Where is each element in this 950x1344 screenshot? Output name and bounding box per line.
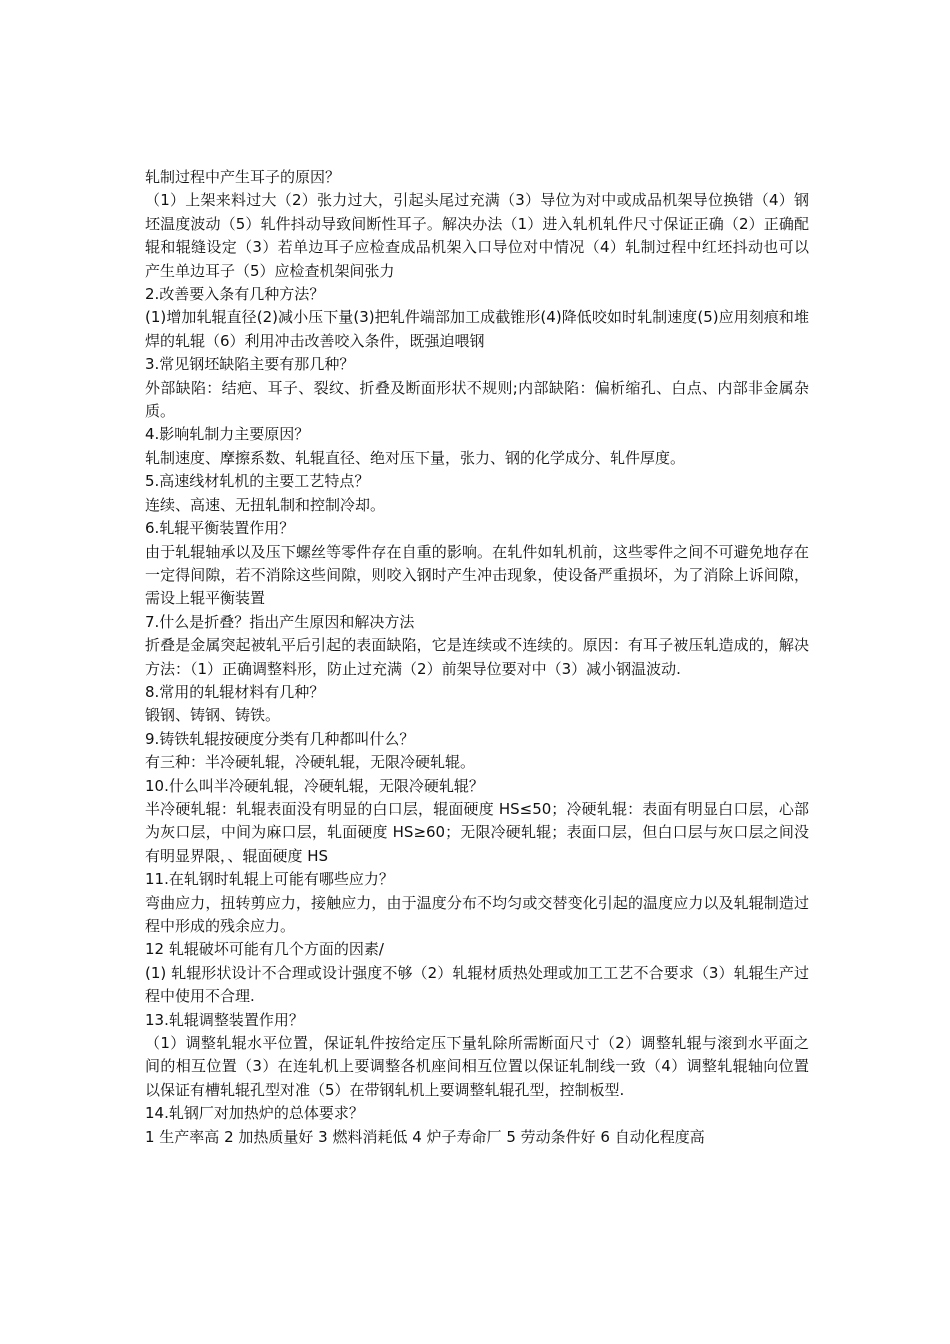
- answer-text: 折叠是金属突起被轧平后引起的表面缺陷，它是连续或不连续的。原因：有耳子被压轧造成的，解决方法：（1）正确调整料形，防止过充满（2）前架导位要对中（3）减小钢温波动.: [145, 636, 809, 678]
- question-text: 3.常见钢坯缺陷主要有那几种？: [145, 355, 355, 374]
- question-text: 7.什么是折叠？指出产生原因和解决方法: [145, 612, 415, 631]
- answer-text: 半冷硬轧辊：轧辊表面没有明显的白口层，辊面硬度 HS≤50；冷硬轧辊：表面有明显白口层，心部为灰口层，中间为麻口层，轧面硬度 HS≥60；无限冷硬轧辊；表面口层，但白口层与灰口层之间没有明显界限，、辊面硬度 HS: [145, 799, 809, 865]
- question-text: 8.常用的轧辊材料有几种？: [145, 682, 325, 701]
- answer-text: （1）上架来料过大（2）张力过大，引起头尾过充满（3）导位为对中或成品机架导位换错（4）钢坯温度波动（5）轧件抖动导致间断性耳子。解决办法（1）进入轧机轧件尺寸保证正确（2）正确配辊和辊缝设定（3）若单边耳子应检查成品机架入口导位对中情况（4）轧制过程中红坯抖动也可以产生单边耳子（5）应检查机架间张力: [145, 191, 809, 280]
- answer-text: (1)增加轧辊直径(2)减小压下量(3)把轧件端部加工成截锥形(4)降低咬如时轧制速度(5)应用刻痕和堆焊的轧辊（6）利用冲击改善咬入条件，既强迫喂钢: [145, 308, 809, 350]
- question-text: 5.高速线材轧机的主要工艺特点？: [145, 472, 370, 491]
- question-text: 11.在轧钢时轧辊上可能有哪些应力？: [145, 870, 394, 889]
- answer-text: 外部缺陷：结疤、耳子、裂纹、折叠及断面形状不规则;内部缺陷：偏析缩孔、白点、内部非金属杂质。: [145, 378, 809, 421]
- document-body: [145, 166, 809, 1149]
- answer-text: 由于轧辊轴承以及压下螺丝等零件存在自重的影响。在轧件如轧机前，这些零件之间不可避免地存在一定得间隙，若不消除这些间隙，则咬入钢时产生冲击现象，使设备严重损坏，为了消除上诉间隙，需设上辊平衡装置: [145, 542, 809, 608]
- question-text: 轧制过程中产生耳子的原因？: [145, 168, 341, 186]
- question-text: 13.轧辊调整装置作用？: [145, 1010, 304, 1029]
- question-text: 4.影响轧制力主要原因？: [145, 425, 310, 444]
- answer-text: 弯曲应力，扭转剪应力，接触应力，由于温度分布不均匀或交替变化引起的温度应力以及轧辊制造过程中形成的残余应力。: [145, 893, 809, 935]
- answer-text: 轧制速度、摩擦系数、轧辊直径、绝对压下量，张力、钢的化学成分、轧件厚度。: [145, 448, 686, 467]
- answer-text: 连续、高速、无扭轧制和控制冷却。: [145, 495, 386, 514]
- question-text: 14.轧钢厂对加热炉的总体要求？: [145, 1104, 364, 1123]
- question-text: 10.什么叫半冷硬轧辊，冷硬轧辊，无限冷硬轧辊？: [145, 776, 484, 795]
- answer-text: （1）调整轧辊水平位置，保证轧件按给定压下量轧除所需断面尺寸（2）调整轧辊与滚到水平面之间的相互位置（3）在连轧机上要调整各机座间相互位置以保证轧制线一致（4）调整轧辊轴向位置以保证有槽轧辊孔型对准（5）在带钢轧机上要调整轧辊孔型，控制板型.: [145, 1034, 809, 1099]
- question-text: 2.改善要入条有几种方法？: [145, 285, 325, 304]
- question-text: 9.铸铁轧辊按硬度分类有几种都叫什么？: [145, 729, 415, 748]
- question-text: 6.轧辊平衡装置作用？: [145, 519, 295, 538]
- answer-text: 锻钢、铸钢、铸铁。: [145, 706, 281, 725]
- answer-text: 1 生产率高 2 加热质量好 3 燃料消耗低 4 炉子寿命厂 5 劳动条件好 6 自动化程度高: [145, 1127, 705, 1146]
- answer-text: (1) 轧辊形状设计不合理或设计强度不够（2）轧辊材质热处理或加工工艺不合要求（3）轧辊生产过程中使用不合理.: [145, 963, 809, 1006]
- question-text: 12 轧辊破坏可能有几个方面的因素/: [145, 940, 384, 959]
- answer-text: 有三种：半冷硬轧辊，冷硬轧辊，无限冷硬轧辊。: [145, 753, 476, 772]
